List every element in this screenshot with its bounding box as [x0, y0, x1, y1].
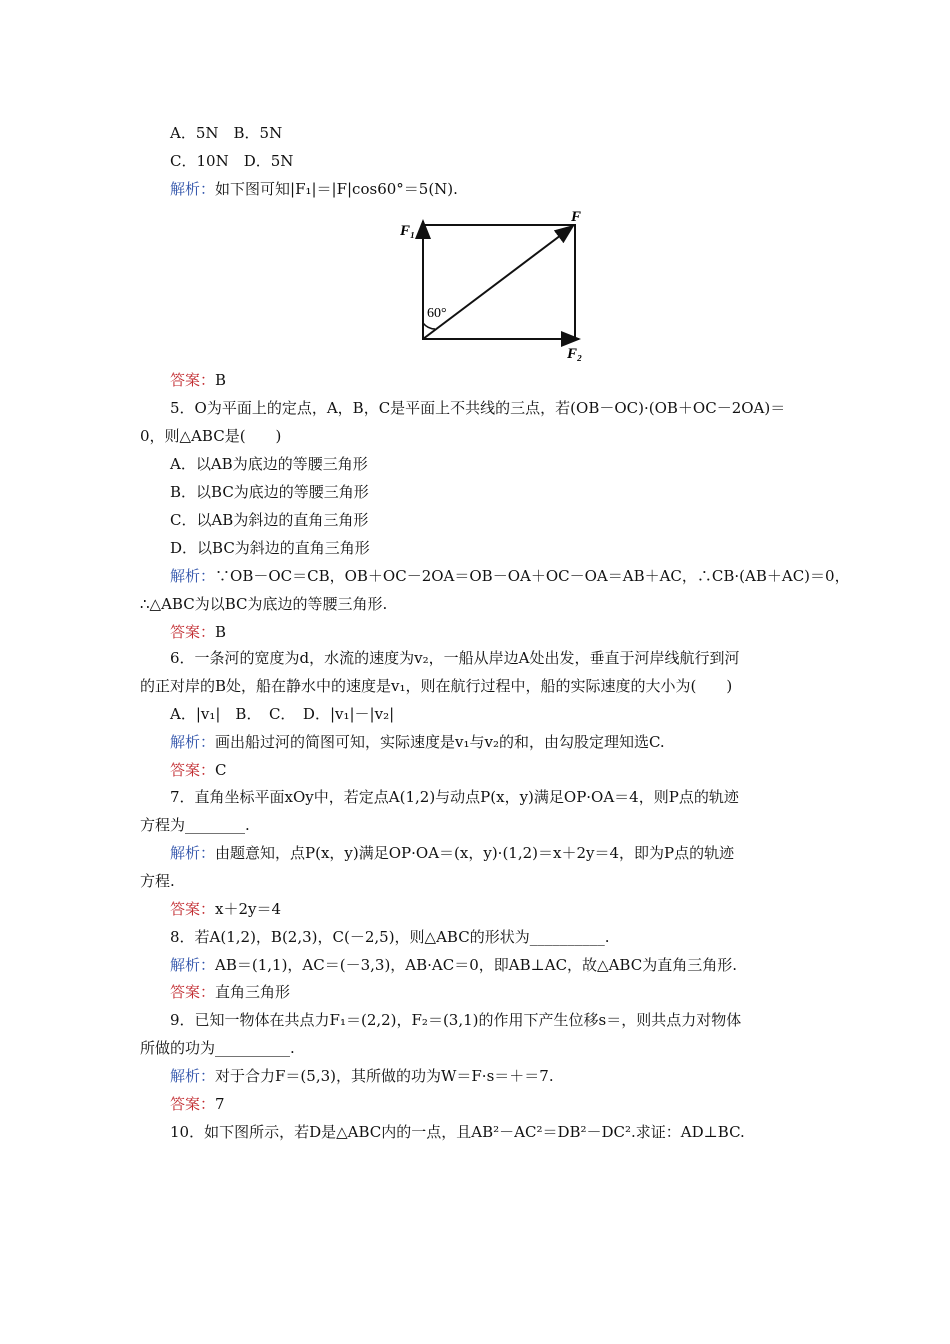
- analysis-label: 解析：: [170, 567, 216, 585]
- q7-analysis-line2: 方程.: [140, 872, 175, 890]
- analysis-text: 对于合力F＝(5,3)，其所做的功为W＝F·s＝＋＝7.: [215, 1067, 554, 1085]
- label-angle: 60°: [427, 306, 447, 321]
- q6-stem-line1: 6．一条河的宽度为d，水流的速度为v₂，一船从岸边A处出发，垂直于河岸线航行到河: [170, 649, 740, 667]
- q6-stem-line2: 的正对岸的B处，船在静水中的速度是v₁，则在航行过程中，船的实际速度的大小为( ): [140, 677, 733, 695]
- q6-options: A．|v₁| B． C． D．|v₁|－|v₂|: [170, 705, 395, 723]
- answer-label: 答案：: [170, 983, 216, 1001]
- q7-answer: [170, 899, 281, 919]
- q5-option-c: C．以AB为斜边的直角三角形: [170, 511, 369, 529]
- q9-stem-line2: 所做的功为__________.: [140, 1039, 295, 1057]
- q5-answer: [170, 622, 226, 642]
- analysis-label: 解析：: [170, 1067, 216, 1085]
- answer-text: B: [215, 371, 227, 389]
- f-resultant-arrow: [423, 226, 573, 339]
- answer-label: 答案：: [170, 371, 216, 389]
- answer-label: 答案：: [170, 761, 216, 779]
- q10-stem: 10．如下图所示，若D是△ABC内的一点，且AB²－AC²＝DB²－DC².求证：AD⊥BC.: [170, 1123, 745, 1141]
- q4-options-ab: A．5N B．5N: [170, 124, 283, 142]
- label-f1: F₁: [400, 223, 416, 239]
- label-f: F: [571, 209, 582, 225]
- analysis-label: 解析：: [170, 956, 216, 974]
- analysis-label: 解析：: [170, 733, 216, 751]
- q5-analysis-line1: [170, 566, 850, 586]
- q8-analysis: [170, 955, 737, 975]
- q6-answer: [170, 760, 227, 780]
- q4-analysis: [170, 179, 458, 199]
- q7-analysis-line1: [170, 843, 734, 863]
- q7-stem-line2: 方程为________.: [140, 816, 250, 834]
- q6-analysis: [170, 732, 665, 752]
- q8-stem: 8．若A(1,2)，B(2,3)，C(－2,5)，则△ABC的形状为__________.: [170, 928, 610, 946]
- analysis-text: 画出船过河的简图可知，实际速度是v₁与v₂的和，由勾股定理知选C.: [215, 733, 665, 751]
- angle-arc: [423, 323, 435, 329]
- analysis-label: 解析：: [170, 180, 216, 198]
- q9-answer: [170, 1094, 225, 1114]
- q5-stem-line1: 5．O为平面上的定点，A，B，C是平面上不共线的三点，若(OB－OC)·(OB＋OC－2OA)＝: [170, 399, 786, 417]
- label-f2: F₂: [567, 346, 583, 362]
- answer-text: 直角三角形: [215, 983, 291, 1001]
- q4-answer: [170, 370, 226, 390]
- q9-stem-line1: 9．已知一物体在共点力F₁＝(2,2)，F₂＝(3,1)的作用下产生位移s＝，则共点力对物体: [170, 1011, 742, 1029]
- q5-option-a: A．以AB为底边的等腰三角形: [170, 455, 368, 473]
- analysis-text: ∵OB－OC＝CB，OB＋OC－2OA＝OB－OA＋OC－OA＝AB＋AC，∴CB·(AB＋AC)＝0，: [215, 567, 850, 585]
- analysis-text: AB＝(1,1)，AC＝(－3,3)，AB·AC＝0，即AB⊥AC，故△ABC为直角三角形.: [215, 956, 737, 974]
- q8-answer: [170, 982, 290, 1002]
- q5-option-b: B．以BC为底边的等腰三角形: [170, 483, 369, 501]
- analysis-text: 由题意知，点P(x，y)满足OP·OA＝(x，y)·(1,2)＝x＋2y＝4，即为P点的轨迹: [215, 844, 735, 862]
- q9-analysis: [170, 1066, 554, 1086]
- answer-text: x＋2y＝4: [215, 900, 282, 918]
- q4-options-cd: C．10N D．5N: [170, 152, 294, 170]
- analysis-text: 如下图可知|F₁|＝|F|cos60°＝5(N).: [215, 180, 458, 198]
- answer-label: 答案：: [170, 900, 216, 918]
- answer-text: C: [215, 761, 227, 779]
- answer-label: 答案：: [170, 623, 216, 641]
- force-diagram: [395, 205, 600, 365]
- answer-text: B: [215, 623, 227, 641]
- q5-stem-line2: 0，则△ABC是( ): [140, 427, 282, 445]
- analysis-label: 解析：: [170, 844, 216, 862]
- answer-label: 答案：: [170, 1095, 216, 1113]
- q5-option-d: D．以BC为斜边的直角三角形: [170, 539, 370, 557]
- q5-analysis-line2: ∴△ABC为以BC为底边的等腰三角形.: [140, 595, 388, 613]
- q7-stem-line1: 7．直角坐标平面xOy中，若定点A(1,2)与动点P(x，y)满足OP·OA＝4，则P点的轨迹: [170, 788, 739, 806]
- answer-text: 7: [215, 1095, 225, 1113]
